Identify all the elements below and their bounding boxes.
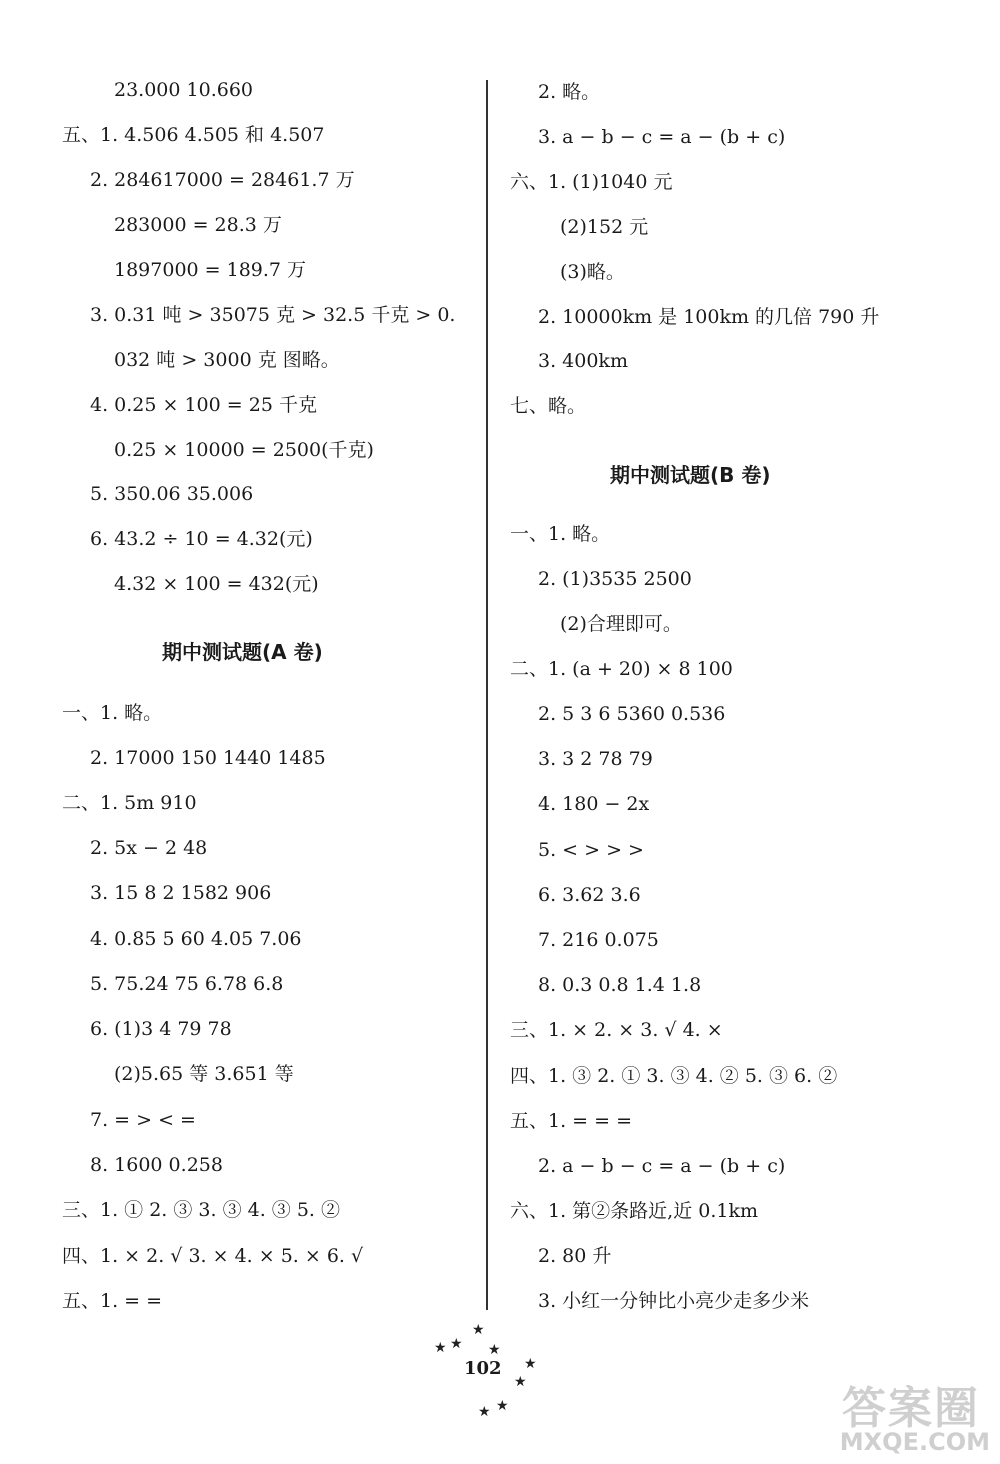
answer-line: 五、1. = =	[62, 1290, 163, 1312]
answer-line: 2. 5x − 2 48	[90, 837, 208, 859]
star-icon: ★	[514, 1374, 527, 1390]
watermark	[760, 1364, 1000, 1464]
answer-line: 六、1. (1)1040 元	[510, 171, 673, 193]
answer-line: (2)152 元	[560, 216, 649, 238]
answer-line: 4.32 × 100 = 432(元)	[114, 573, 319, 595]
right-column	[500, 0, 980, 1320]
answer-line: 3. 3 2 78 79	[538, 748, 653, 770]
star-icon: ★	[496, 1398, 509, 1414]
answer-line: (2)5.65 等 3.651 等	[114, 1063, 294, 1085]
section-heading-a: 期中测试题(A 卷)	[162, 640, 323, 664]
answer-line: 2. 284617000 = 28461.7 万	[90, 169, 355, 191]
answer-line: 4. 0.25 × 100 = 25 千克	[90, 394, 317, 416]
star-icon: ★	[488, 1342, 501, 1358]
answer-line: 3. a − b − c = a − (b + c)	[538, 126, 786, 148]
answer-line: 3. 小红一分钟比小亮少走多少米	[538, 1290, 810, 1312]
answer-line: 七、略。	[510, 395, 587, 417]
answer-line: 2. a − b − c = a − (b + c)	[538, 1155, 786, 1177]
answer-line: 5. 75.24 75 6.78 6.8	[90, 973, 284, 995]
answer-line: 283000 = 28.3 万	[114, 214, 282, 236]
section-heading-b: 期中测试题(B 卷)	[610, 463, 771, 487]
answer-line: (2)合理即可。	[560, 613, 682, 635]
star-icon: ★	[434, 1340, 447, 1356]
answer-line: 0.25 × 10000 = 2500(千克)	[114, 439, 374, 461]
answer-line: 一、1. 略。	[510, 523, 611, 545]
star-icon: ★	[450, 1336, 463, 1352]
answer-line: 6. 43.2 ÷ 10 = 4.32(元)	[90, 528, 313, 550]
answer-line: 五、1. = = =	[510, 1110, 633, 1132]
star-icon: ★	[524, 1356, 537, 1372]
answer-line: 4. 180 − 2x	[538, 793, 650, 815]
answer-line: 3. 15 8 2 1582 906	[90, 882, 272, 904]
answer-line: 4. 0.85 5 60 4.05 7.06	[90, 928, 302, 950]
watermark-logo: 答案圈	[842, 1383, 980, 1434]
left-column	[0, 0, 480, 1320]
answer-line: 2. 10000km 是 100km 的几倍 790 升	[538, 306, 880, 328]
answer-line: 5. 350.06 35.006	[90, 483, 254, 505]
answer-line: 一、1. 略。	[62, 702, 163, 724]
answer-line: 032 吨 > 3000 克 图略。	[114, 349, 340, 371]
answer-line: 二、1. (a + 20) × 8 100	[510, 658, 733, 680]
answer-line: 7. = > < =	[90, 1109, 196, 1131]
answer-line: 三、1. ① 2. ③ 3. ③ 4. ③ 5. ②	[62, 1199, 340, 1221]
answer-line: 五、1. 4.506 4.505 和 4.507	[62, 124, 325, 146]
answer-line: 8. 1600 0.258	[90, 1154, 223, 1176]
answer-line: 23.000 10.660	[114, 79, 254, 101]
column-divider	[486, 80, 488, 1310]
answer-line: 7. 216 0.075	[538, 929, 659, 951]
answer-line: 四、1. ③ 2. ① 3. ③ 4. ② 5. ③ 6. ②	[510, 1065, 838, 1087]
answer-line: 2. 17000 150 1440 1485	[90, 747, 326, 769]
answer-line: 2. (1)3535 2500	[538, 568, 692, 590]
answer-line: 1897000 = 189.7 万	[114, 259, 307, 281]
answer-line: 2. 80 升	[538, 1245, 612, 1267]
page-number: 102	[464, 1358, 502, 1379]
answer-line: 3. 400km	[538, 350, 628, 372]
answer-line: 四、1. × 2. √ 3. × 4. × 5. × 6. √	[62, 1245, 364, 1267]
watermark-url: MXQE.COM	[839, 1428, 990, 1456]
answer-line: 三、1. × 2. × 3. √ 4. ×	[510, 1019, 723, 1041]
answer-line: 二、1. 5m 910	[62, 792, 197, 814]
answer-line: 2. 略。	[538, 81, 601, 103]
page-footer	[420, 1322, 550, 1422]
answer-line: 六、1. 第②条路近,近 0.1km	[510, 1200, 758, 1222]
answer-line: 8. 0.3 0.8 1.4 1.8	[538, 974, 702, 996]
answer-line: 5. < > > >	[538, 839, 644, 861]
answer-line: 3. 0.31 吨 > 35075 克 > 32.5 千克 > 0.	[90, 304, 456, 326]
star-icon: ★	[478, 1404, 491, 1420]
answer-line: 6. 3.62 3.6	[538, 884, 641, 906]
star-icon: ★	[472, 1322, 485, 1338]
answer-line: 6. (1)3 4 79 78	[90, 1018, 232, 1040]
answer-line: (3)略。	[560, 261, 625, 283]
answer-line: 2. 5 3 6 5360 0.536	[538, 703, 726, 725]
